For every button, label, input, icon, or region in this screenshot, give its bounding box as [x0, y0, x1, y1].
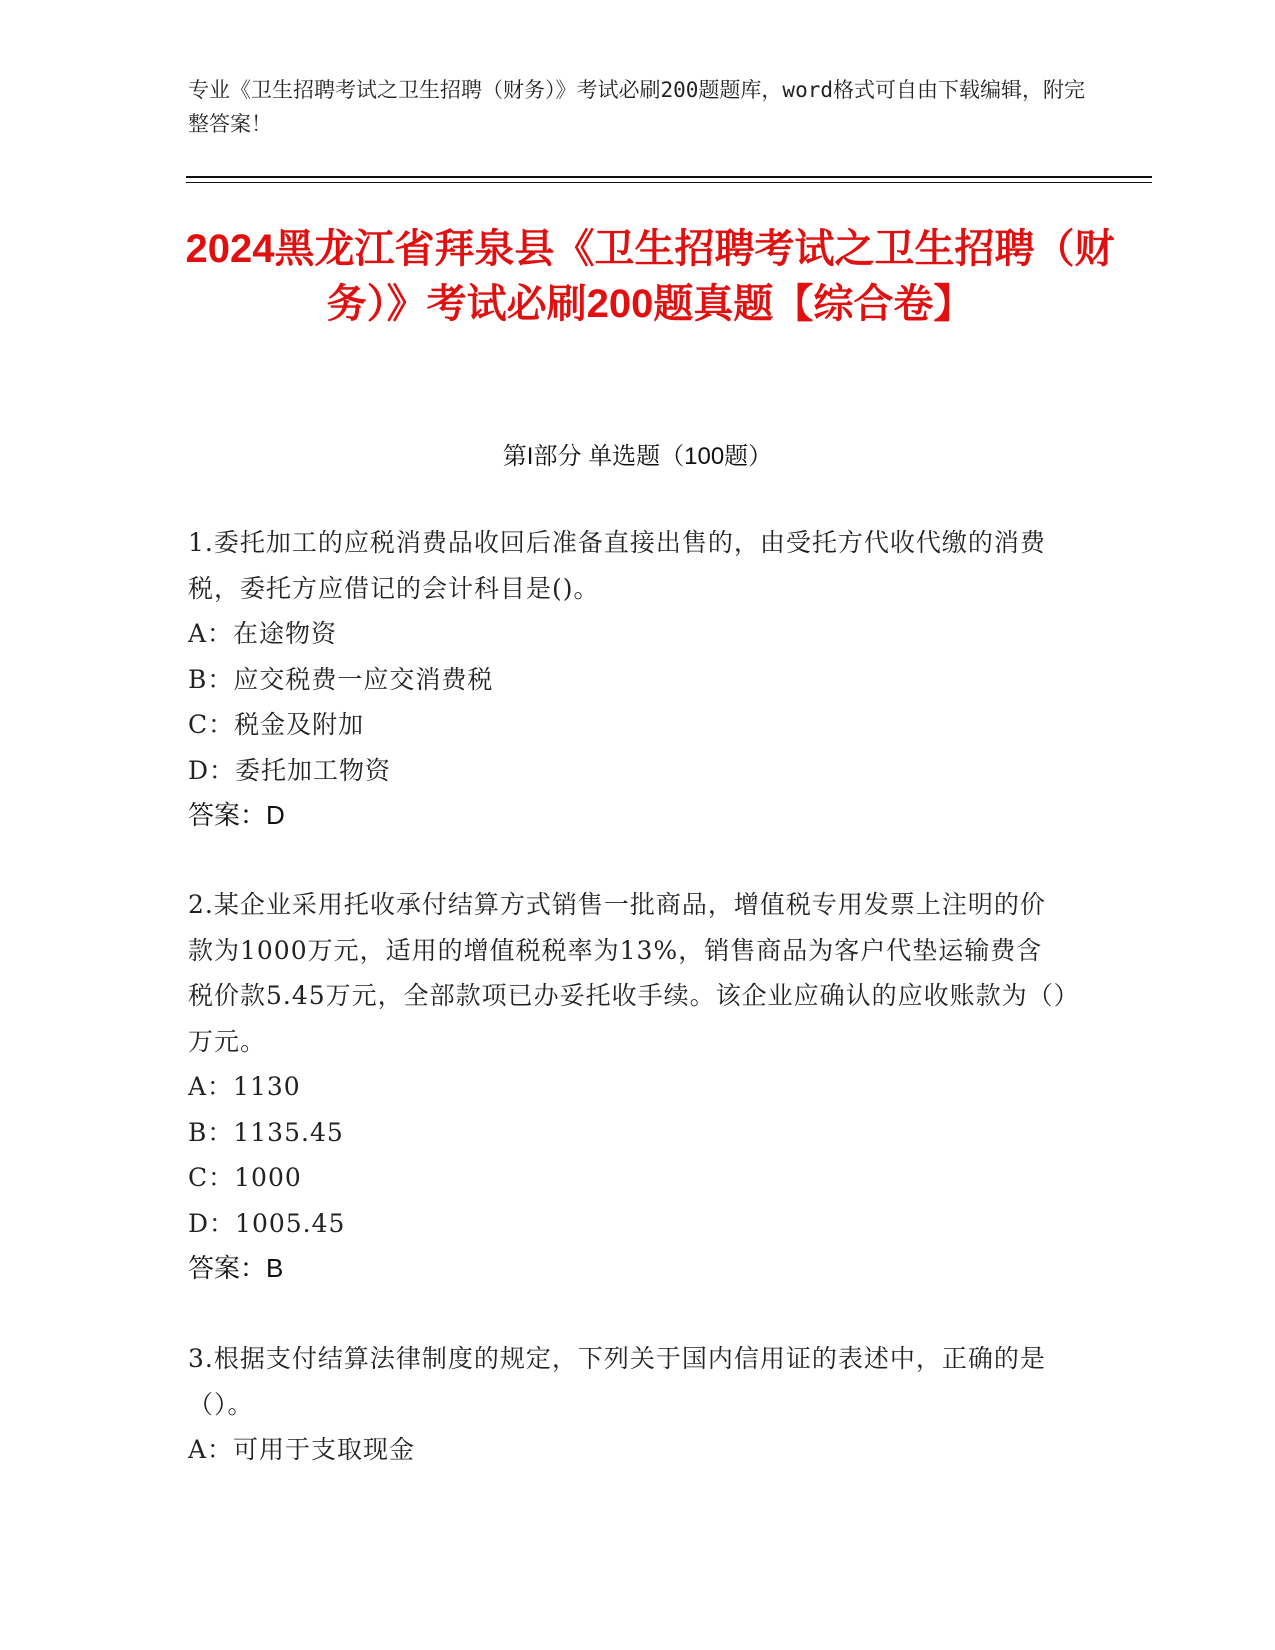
question-2 [188, 882, 1068, 1292]
section-title: 第I部分 单选题（100题） [502, 443, 773, 470]
header-divider-thin [186, 182, 1152, 183]
question-1 [188, 520, 1068, 839]
question-stem: 1.委托加工的应税消费品收回后准备直接出售的，由受托方代收代缴的消费税，委托方应借记的会计科目是()。 [188, 528, 1046, 603]
option-b: B：应交税费一应交消费税 [188, 664, 494, 694]
option-c: C：税金及附加 [188, 710, 365, 739]
document-title: 2024黑龙江省拜泉县《卫生招聘考试之卫生招聘（财务）》考试必刷200题真题【综合卷】 [185, 227, 1115, 326]
option-a: A：1130 [188, 1072, 301, 1101]
answer: 答案：D [188, 800, 285, 830]
question-3 [188, 1336, 1068, 1473]
option-d: D：1005.45 [188, 1208, 346, 1238]
option-b: B：1135.45 [188, 1117, 344, 1147]
header-note: 专业《卫生招聘考试之卫生招聘（财务）》考试必刷200题题库，word格式可自由下载编辑，附完整答案！ [188, 78, 1085, 136]
option-a: A：在途物资 [188, 619, 338, 648]
option-a: A：可用于支取现金 [188, 1435, 416, 1464]
answer: 答案：B [188, 1253, 284, 1283]
question-stem: 2.某企业采用托收承付结算方式销售一批商品，增值税专用发票上注明的价款为1000万元，适用的增值税税率为13%，销售商品为客户代垫运输费含税价款5.45万元，全部款项已办妥托收手续。该企业应确认的应收账款为（）万元。 [188, 890, 1068, 1056]
option-d: D：委托加工物资 [188, 755, 392, 785]
option-c: C：1000 [188, 1163, 302, 1192]
header-divider-thick [186, 176, 1152, 178]
question-stem: 3.根据支付结算法律制度的规定，下列关于国内信用证的表述中，正确的是（）。 [188, 1344, 1046, 1419]
